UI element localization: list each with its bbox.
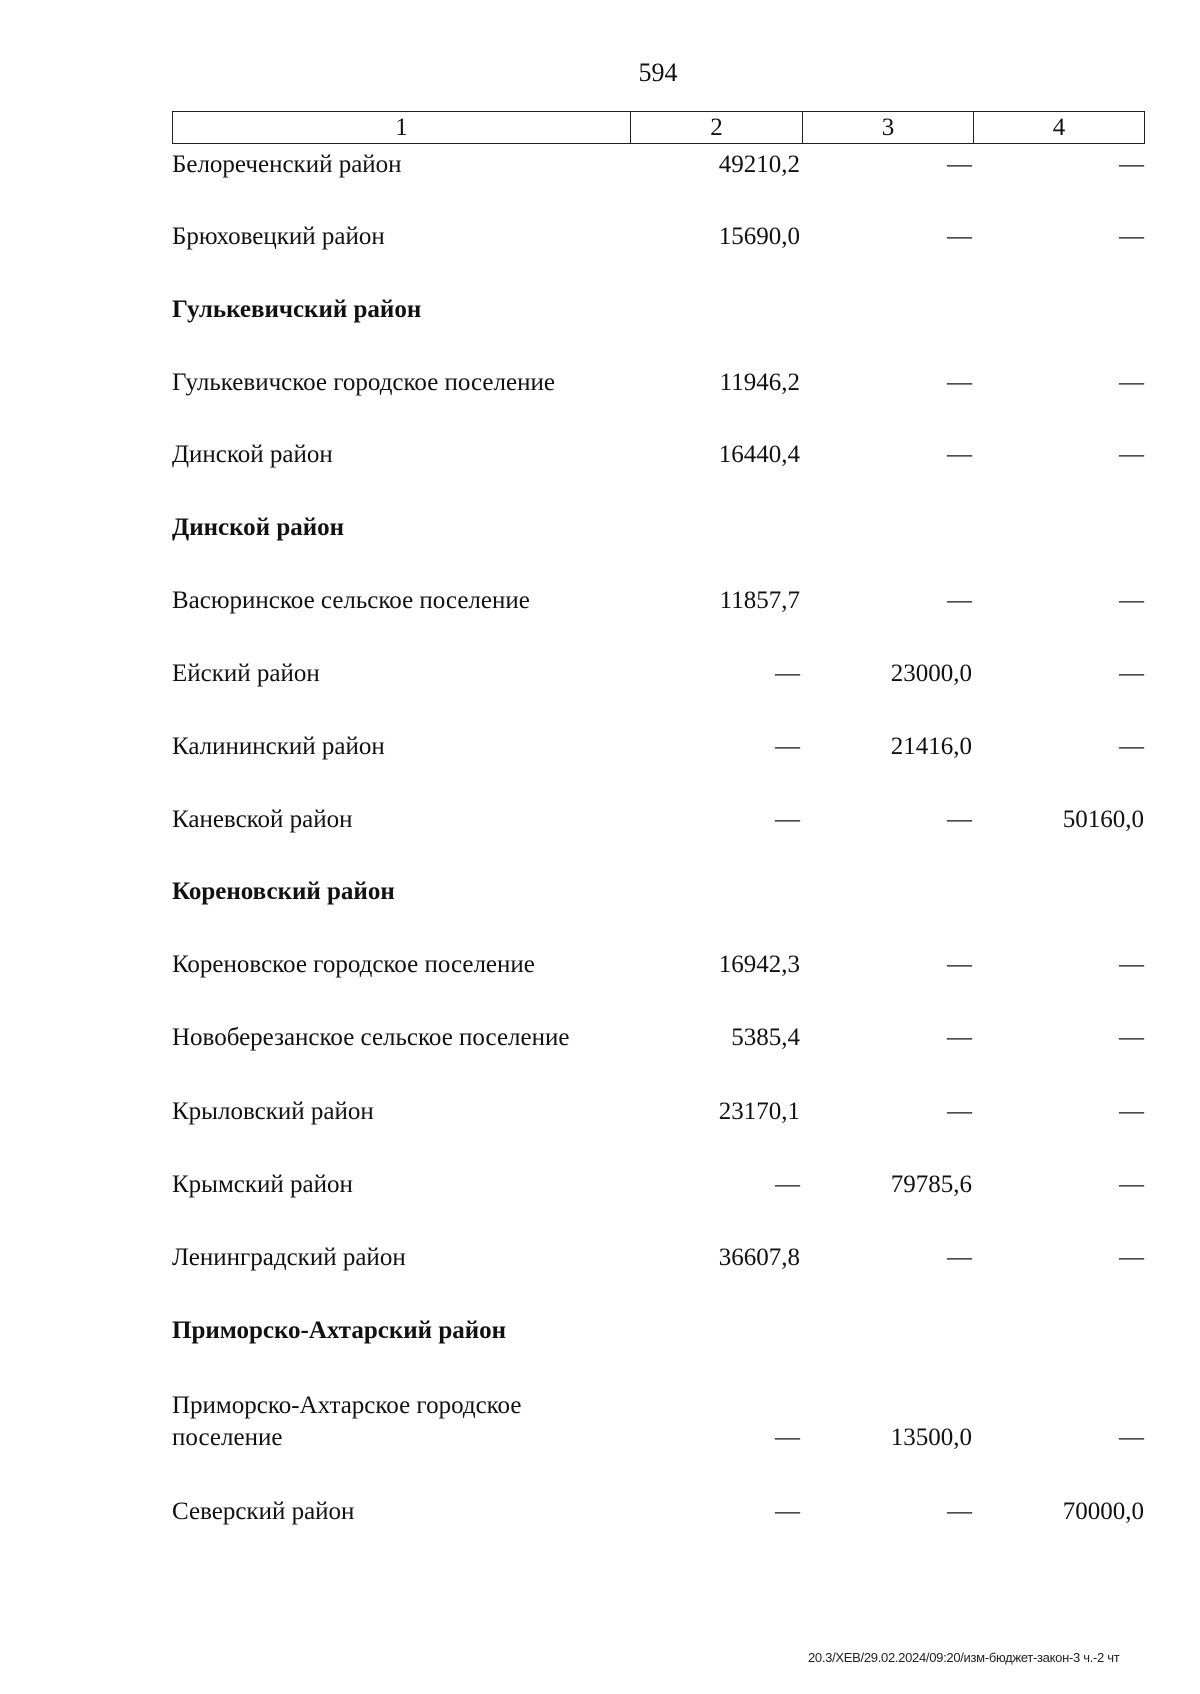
row-name: Белореченский район (172, 151, 402, 178)
cell-col-2: — (775, 806, 800, 833)
cell-col-4: — (1119, 660, 1144, 687)
cell-col-2: 11946,2 (719, 369, 800, 396)
table-header (172, 111, 1145, 144)
header-col-2: 2 (631, 112, 803, 143)
cell-col-4: — (1119, 1098, 1144, 1125)
cell-col-4: 50160,0 (1062, 806, 1144, 833)
row-name: Динской район (172, 441, 333, 468)
row-name: Гулькевичское городское поселение (172, 369, 555, 396)
row-name: Кореновское городское поселение (172, 951, 535, 978)
cell-col-4: — (1119, 587, 1144, 614)
row-name: Васюринское сельское поселение (172, 587, 530, 614)
cell-col-2: — (775, 660, 800, 687)
row-name: Крымский район (172, 1171, 353, 1198)
cell-col-4: — (1119, 1024, 1144, 1051)
document-reference-footer: 20.3/ХЕВ/29.02.2024/09:20/изм-бюджет-закон-3 ч.-2 чт (808, 1650, 1120, 1665)
cell-col-4: — (1119, 441, 1144, 468)
cell-col-3: — (947, 223, 972, 250)
cell-col-4: — (1119, 1424, 1144, 1451)
cell-col-4: — (1119, 733, 1144, 760)
row-name: Приморско-Ахтарское городское поселение (172, 1392, 522, 1451)
header-col-1: 1 (173, 112, 631, 143)
cell-col-4: — (1119, 951, 1144, 978)
cell-col-3: — (947, 1024, 972, 1051)
cell-col-3: — (947, 1498, 972, 1525)
cell-col-2: — (775, 1424, 800, 1451)
header-col-4: 4 (1052, 114, 1066, 141)
cell-col-2: 49210,2 (718, 151, 800, 178)
row-name: Брюховецкий район (172, 223, 385, 250)
section-heading: Приморско-Ахтарский район (172, 1317, 507, 1344)
cell-col-3: 23000,0 (890, 660, 972, 687)
row-name: Ленинградский район (172, 1244, 406, 1271)
cell-col-3: — (947, 1244, 972, 1271)
row-name: Крыловский район (172, 1098, 374, 1125)
cell-col-3: 13500,0 (890, 1424, 972, 1451)
cell-col-3: — (947, 951, 972, 978)
cell-col-4: — (1119, 151, 1144, 178)
row-name: Ейский район (172, 660, 320, 687)
cell-col-2: 16942,3 (718, 951, 800, 978)
cell-col-3: — (947, 441, 972, 468)
cell-col-2: — (775, 1498, 800, 1525)
cell-col-2: 15690,0 (718, 223, 800, 250)
cell-col-2: 16440,4 (718, 441, 800, 468)
section-heading: Динской район (172, 514, 345, 541)
row-name: Каневской район (172, 806, 353, 833)
cell-col-3: — (947, 587, 972, 614)
cell-col-2: 5385,4 (731, 1024, 800, 1051)
cell-col-4: 70000,0 (1062, 1498, 1144, 1525)
row-name: Северский район (172, 1498, 355, 1525)
section-heading: Гулькевичский район (172, 296, 422, 323)
cell-col-4: — (1119, 369, 1144, 396)
cell-col-2: 11857,7 (719, 587, 800, 614)
cell-col-2: 36607,8 (718, 1244, 800, 1271)
cell-col-3: 21416,0 (890, 733, 972, 760)
header-col-3: 3 (803, 112, 974, 143)
cell-col-2: 23170,1 (718, 1098, 800, 1125)
cell-col-4: — (1119, 1244, 1144, 1271)
row-name: Калининский район (172, 733, 385, 760)
row-name: Новоберезанское сельское поселение (172, 1024, 570, 1051)
page-number: 594 (638, 58, 678, 87)
cell-col-3: — (947, 369, 972, 396)
cell-col-3: 79785,6 (890, 1171, 972, 1198)
cell-col-4: — (1119, 1171, 1144, 1198)
cell-col-4: — (1119, 223, 1144, 250)
cell-col-2: — (775, 733, 800, 760)
cell-col-2: — (775, 1171, 800, 1198)
cell-col-3: — (947, 151, 972, 178)
cell-col-3: — (947, 1098, 972, 1125)
cell-col-3: — (947, 806, 972, 833)
section-heading: Кореновский район (172, 878, 395, 905)
